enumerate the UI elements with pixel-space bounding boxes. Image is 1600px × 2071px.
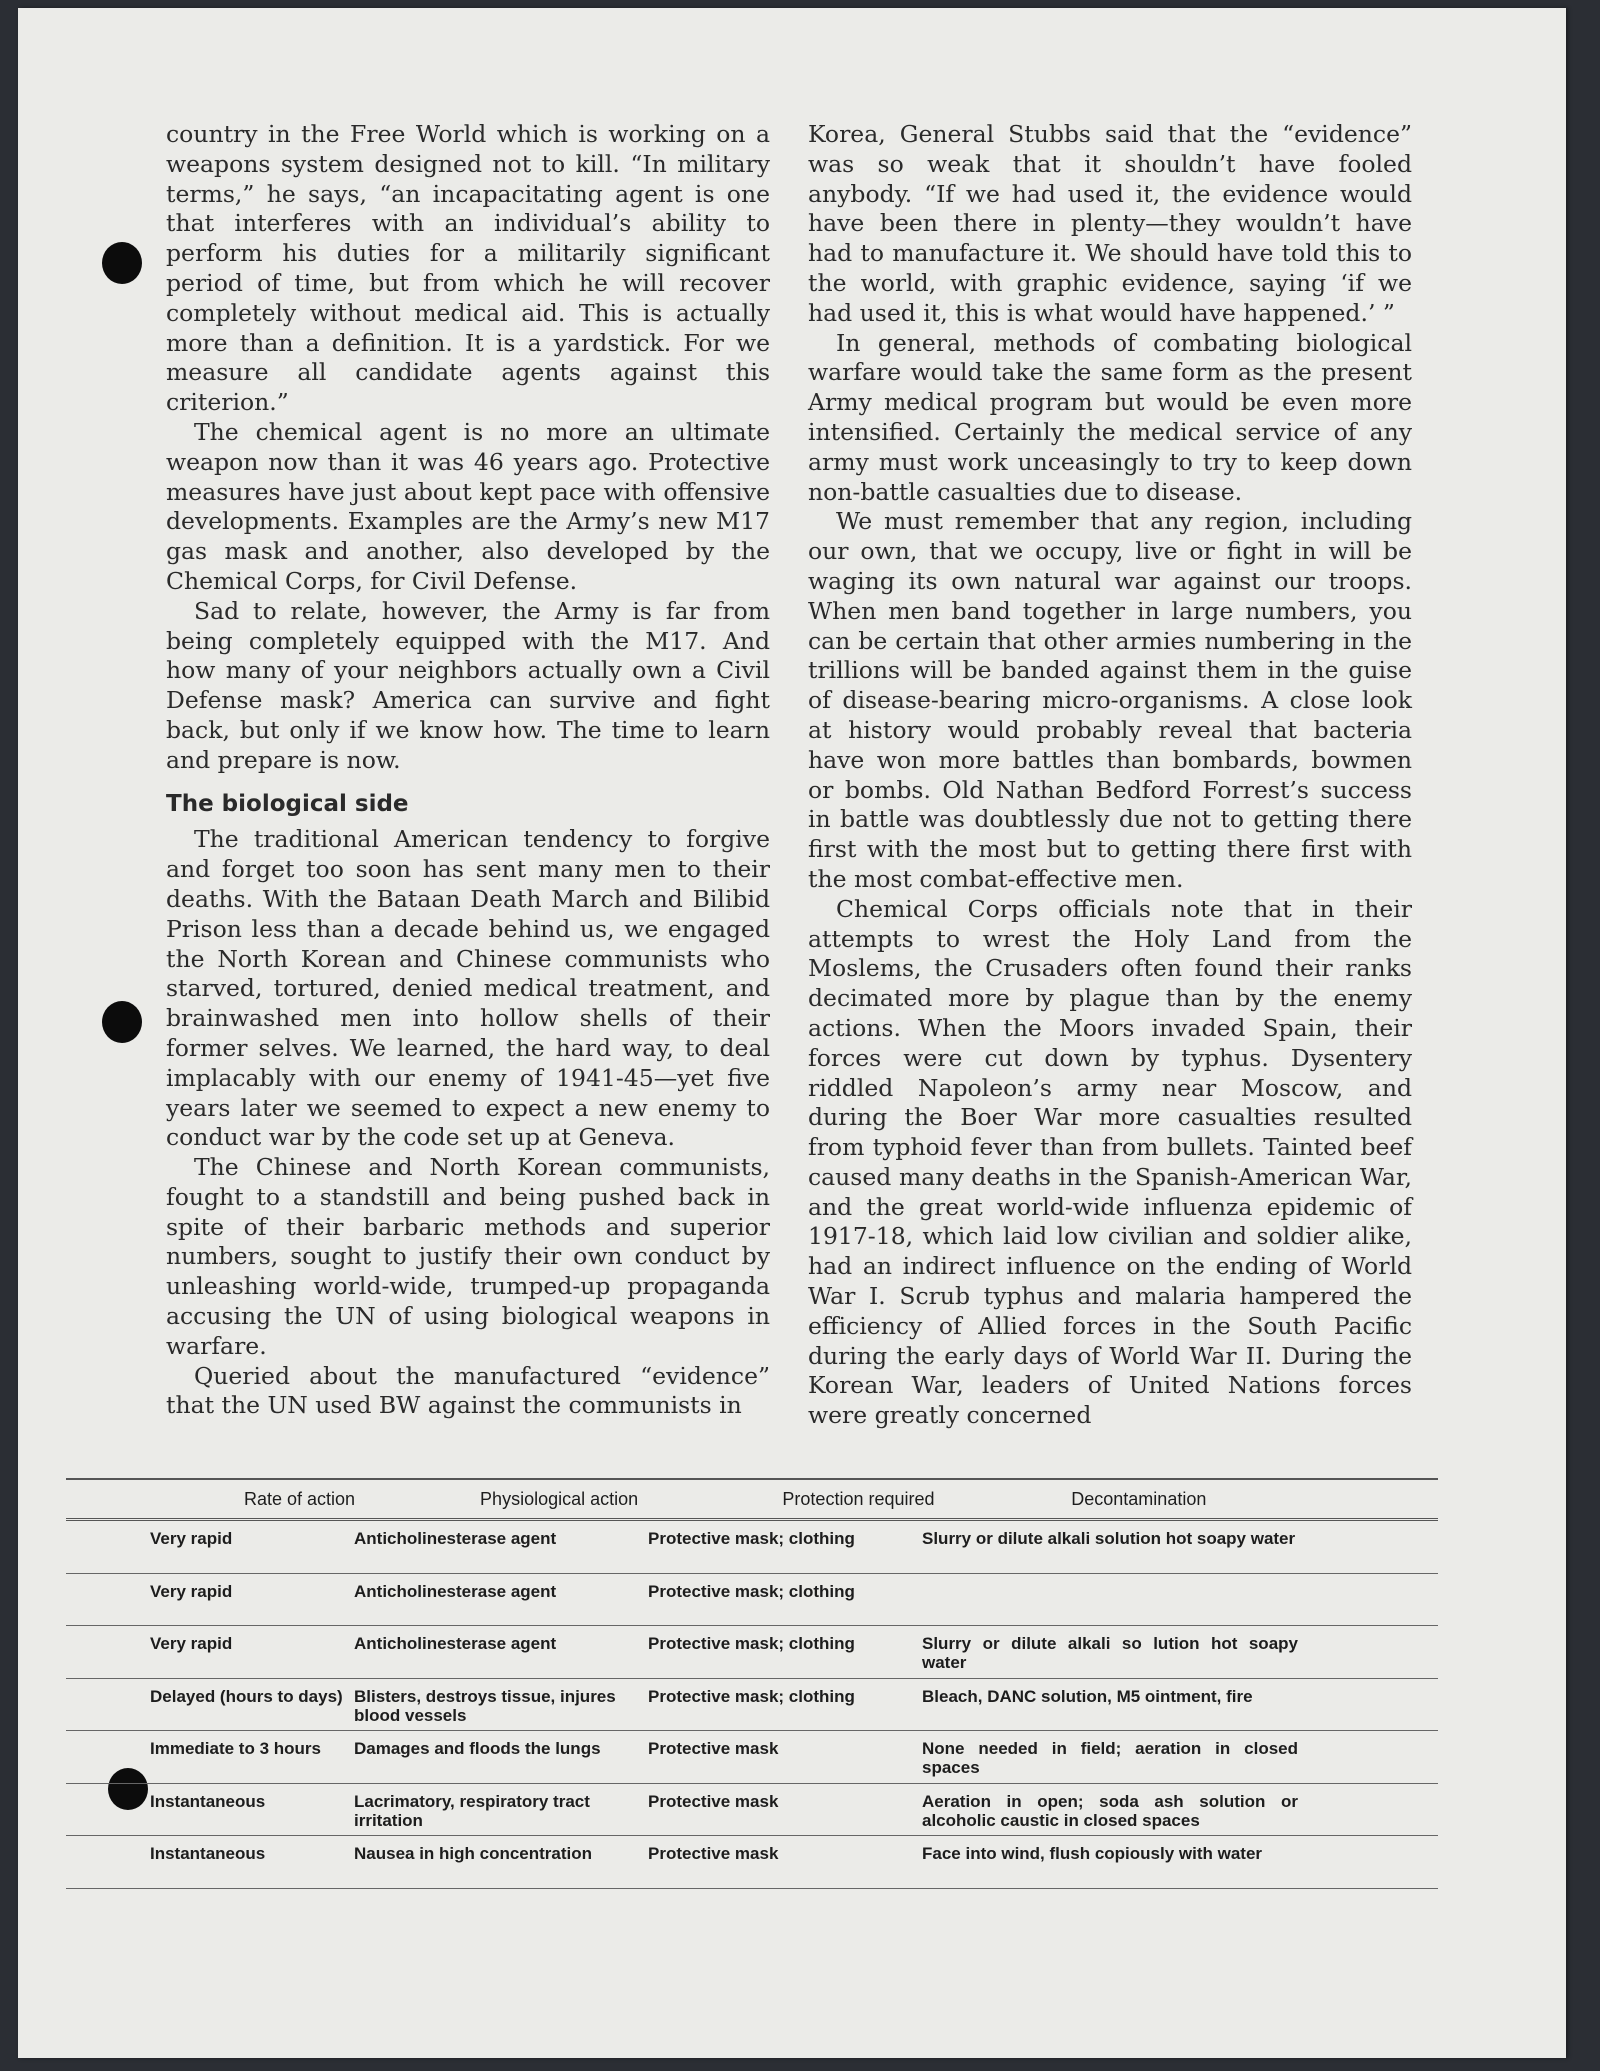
table-row xyxy=(66,1784,1438,1837)
section-heading: The biological side xyxy=(166,790,409,817)
cell-physiological: Lacrimatory, respiratory tract irritation xyxy=(354,1791,590,1830)
paragraph: Queried about the manufactured “evidence” that the UN used BW against the communists in xyxy=(166,1361,770,1420)
cell-rate: Very rapid xyxy=(150,1581,233,1601)
header-decontamination: Decontamination xyxy=(1071,1488,1207,1509)
paragraph: The traditional American tendency to forgive and forget too soon has sent many men to their deaths. With the Bataan Death March and Bilibid Prison less than a decade behind us, we engaged the North Korean and Chinese communists who starved, tortured, denied medical treatment, and brainwashed men into hollow shells of their former selves. We learned, the hard way, to deal implacably with our enemy of 1941-45—yet five years later we seemed to expect a new enemy to conduct war by the code set up at Geneva. xyxy=(166,825,770,1152)
paragraph: country in the Free World which is working on a weapons system designed not to kill. “In military terms,” he says, “an incapacitating agent is one that interferes with an individual’s ability to perform his duties for a militarily significant period of time, but from which he will recover completely without medical aid. This is actually more than a definition. It is a yardstick. For we measure all candidate agents against this criterion.” xyxy=(166,120,770,417)
table-row xyxy=(66,1731,1438,1784)
cell-decontamination: Slurry or dilute alkali solution hot soapy water xyxy=(922,1529,1296,1548)
table-row xyxy=(66,1836,1438,1889)
cell-decontamination: Aeration in open; soda ash solution or alcoholic caustic in closed spaces xyxy=(922,1791,1298,1830)
cell-protection: Protective mask xyxy=(648,1739,779,1758)
cell-protection: Protective mask; clothing xyxy=(648,1686,855,1706)
cell-physiological: Nausea in high concentration xyxy=(354,1844,593,1863)
paragraph: In general, methods of combating biological warfare would take the same form as the present Army medical program but would be even more intensified. Certainly the medical service of any army must work unceasingly to try to keep down non-battle casualties due to disease. xyxy=(808,328,1412,506)
cell-decontamination: Bleach, DANC solution, M5 ointment, fire xyxy=(922,1686,1253,1706)
cell-physiological: Damages and floods the lungs xyxy=(354,1739,601,1758)
binder-hole xyxy=(102,242,142,284)
cell-protection: Protective mask xyxy=(648,1791,779,1811)
header-protection: Protection required xyxy=(782,1488,935,1509)
table-row xyxy=(66,1679,1438,1732)
header-physiological: Physiological action xyxy=(480,1488,639,1509)
cell-protection: Protective mask xyxy=(648,1844,779,1863)
cell-decontamination: None needed in field; aeration in closed spaces xyxy=(922,1739,1298,1777)
table-header xyxy=(66,1478,1438,1521)
cell-rate: Very rapid xyxy=(150,1529,233,1548)
cell-protection: Protective mask; clothing xyxy=(648,1581,855,1601)
table-row xyxy=(66,1626,1438,1679)
paragraph: Korea, General Stubbs said that the “evidence” was so weak that it shouldn’t have fooled anybody. “If we had used it, the evidence would have been there in plenty—they wouldn’t have had to manufacture it. We should have told this to the world, with graphic evidence, saying ‘if we had used it, this is what would have happened.’ ” xyxy=(808,120,1412,327)
cell-physiological: Anticholinesterase agent xyxy=(354,1634,557,1653)
cell-rate: Instantaneous xyxy=(150,1844,266,1863)
cell-rate: Delayed (hours to days) xyxy=(150,1686,343,1706)
agents-table xyxy=(66,1478,1438,1889)
right-column xyxy=(808,120,1412,1431)
paragraph: Chemical Corps officials note that in their attempts to wrest the Holy Land from the Moslems, the Crusaders often found their ranks decimated more by plague than by the enemy actions. When the Moors invaded Spain, their forces were cut down by typhus. Dysentery riddled Napoleon’s army near Moscow, and during the Boer War more casualties resulted from typhoid fever than from bullets. Tainted beef caused many deaths in the Spanish-American War, and the great world-wide influenza epidemic of 1917-18, which laid low civilian and soldier alike, had an indirect influence on the ending of World War I. Scrub typhus and malaria hampered the efficiency of Allied forces in the South Pacific during the early days of World War II. During the Korean War, leaders of United Nations forces were greatly concerned xyxy=(808,894,1412,1430)
cell-physiological: Blisters, destroys tissue, injures blood vessels xyxy=(354,1686,616,1725)
table-row xyxy=(66,1574,1438,1627)
header-rate: Rate of action xyxy=(244,1488,356,1509)
left-column xyxy=(166,120,770,1421)
cell-physiological: Anticholinesterase agent xyxy=(354,1581,557,1601)
paragraph: Sad to relate, however, the Army is far from being completely equipped with the M17. And how many of your neighbors actually own a Civil Defense mask? America can survive and fight back, but only if we know how. The time to learn and prepare is now. xyxy=(166,596,770,774)
cell-protection: Protective mask; clothing xyxy=(648,1634,855,1653)
paragraph: The chemical agent is no more an ultimate weapon now than it was 46 years ago. Protective measures have just about kept pace with offensive developments. Examples are the Army’s new M17 gas mask and another, also developed by the Chemical Corps, for Civil Defense. xyxy=(166,417,770,595)
binder-hole xyxy=(102,1001,142,1043)
cell-physiological: Anticholinesterase agent xyxy=(354,1529,557,1548)
paragraph: The Chinese and North Korean communists, fought to a standstill and being pushed back in spite of their barbaric methods and superior numbers, sought to justify their own conduct by unleashing world-wide, trumped-up propaganda accusing the UN of using biological weapons in warfare. xyxy=(166,1153,770,1360)
cell-rate: Immediate to 3 hours xyxy=(150,1739,321,1758)
document-page xyxy=(18,8,1566,2058)
cell-decontamination: Slurry or dilute alkali so lution hot soapy water xyxy=(922,1634,1298,1672)
cell-decontamination: Face into wind, flush copiously with water xyxy=(922,1844,1263,1863)
cell-protection: Protective mask; clothing xyxy=(648,1529,855,1548)
cell-rate: Instantaneous xyxy=(150,1791,266,1811)
table-row xyxy=(66,1521,1438,1574)
cell-rate: Very rapid xyxy=(150,1634,233,1653)
paragraph: We must remember that any region, including our own, that we occupy, live or fight in will be waging its own natural war against our troops. When men band together in large numbers, you can be certain that other armies numbering in the trillions will be banded against them in the guise of disease-bearing micro-organisms. A close look at history would probably reveal that bacteria have won more battles than bombards, bowmen or bombs. Old Nathan Bedford Forrest’s success in battle was doubtlessly due not to getting there first with the most but to getting there first with the most combat-effective men. xyxy=(808,507,1412,893)
